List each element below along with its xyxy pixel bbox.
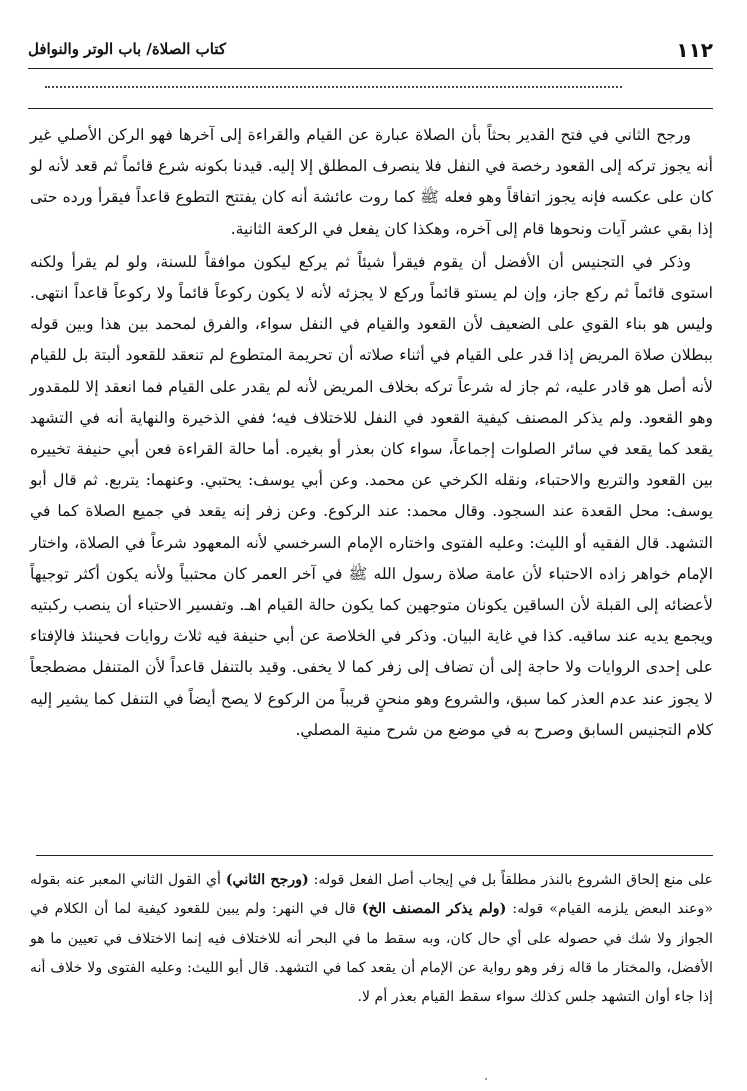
main-text: [30, 120, 713, 748]
footnote-heading-1: (ورجح الثاني): [225, 872, 309, 888]
paragraph-2: وذكر في التجنيس أن الأفضل أن يقوم فيقرأ شيئاً ثم يركع ليكون موافقاً للسنة، ولو لم يقرأ ولكنه استوى قائماً ثم ركع جاز، وإن لم يستو قائماً وركع لا يجزئه لأنه لا يكون ركوعاً قائماً ولا ركوعاً قاعداً انتهى. وليس هو بناء القوي على الضعيف لأن القعود والقيام في النفل سواء، والفرق لمحمد بين هذا وبين قوله ببطلان صلاة المريض إذا قدر على القيام في أثناء صلاته أن تحريمة المتطوع لم تنعقد للقعود ألبتة بل للقيام لأنه أصل هو قادر عليه، ثم جاز له شرعاً تركه بخلاف المريض لأنه لم يقدر على القيام فما انعقد إلا للمقدور وهو القعود. ولم يذكر المصنف كيفية القعود في النفل للاختلاف فيه؛ ففي الذخيرة والنهاية أنه في التشهد يقعد كما يقعد في سائر الصلوات إجماعاً، سواء كان بعذر أو بغيره. أما حالة القراءة فعن أبي حنيفة تخييره بين القعود والتربع والاحتباء، ونقله الكرخي عن محمد. وعن أبي يوسف: يحتبي. وعنهما: يتربع. ثم قال أبو يوسف: محل القعدة عند السجود. وقال محمد: عند الركوع. وعن زفر إنه يقعد في جميع الصلاة كما في التشهد. قال الفقيه أو الليث: وعليه الفتوى واختاره الإمام السرخسي لأنه المعهود شرعاً في الصلاة، واختار الإمام خواهر زاده الاحتباء لأن عامة صلاة رسول الله ﷺ في آخر العمر كان محتبياً ولأنه يكون أكثر توجيهاً لأعضائه إلى القبلة لأن الساقين يكونان متوجهين كما يكون حالة القيام اهـ. وتفسير الاحتباء أن ينصب ركبتيه ويجمع يديه عند ساقيه. كذا في غاية البيان. وذكر في الخلاصة عن أبي حنيفة فيه ثلاث روايات فحينئذ فالإفتاء على إحدى الروايات ولا حاجة إلى أن تضاف إلى زفر كما لا يخفى. وقيد بالتنفل قاعداً لأن المتنفل مضطجعاً لا يجوز عند عدم العذر كما سبق، والشروع وهو منحنٍ قريباً من الركوع لا يصح أيضاً في التنفل كما يشير إليه كلام التجنيس السابق وصرح به في موضع من شرح منية المصلي.: [30, 252, 713, 739]
dotted-separator: [45, 86, 622, 88]
top-rule: [28, 108, 713, 109]
footnote-text-2: قال في النهر: ولم يبين للقعود كيفية لما أن الكلام في الجواز ولا شك في حصوله على أي حال كان، وبه سقط ما في البحر أنه للاختلاف فيه إنما الاختلاف في تعيين ما هو الأفضل، والمختار ما قاله زفر وهو رواية عن الإمام أن يقعد كما في التشهد. قال أبو الليث: وعليه الفتوى ولا خلاف أنه إذا جاء أوان التشهد جلس كذلك سواء سقط القيام بعذر أم لا.: [30, 901, 713, 1006]
header-rule: [28, 68, 713, 69]
page-header: [28, 38, 713, 66]
running-title: كتاب الصلاة/ باب الوتر والنوافل: [28, 40, 227, 58]
print-speck: [485, 1078, 487, 1080]
footnote-text-1: أي القول الثاني المعبر عنه بقوله «وعند البعض يلزمه القيام» قوله:: [30, 872, 714, 918]
paragraph-1: ورجح الثاني في فتح القدير بحثاً بأن الصلاة عبارة عن القيام والقراءة إلى آخرها فهو الركن الأصلي غير أنه يجوز تركه إلى القعود رخصة في النفل فلا ينصرف المطلق إلا إليه. قيدنا بكونه شرع قائماً ثم قعد لأنه لو كان على عكسه فإنه يجوز اتفاقاً وهو فعله ﷺ كما روت عائشة أنه كان يفتتح التطوع قاعداً فيقرأ ورده حتى إذا بقي عشر آيات ونحوها قام إلى آخره، وهكذا كان يفعل في الركعة الثانية.: [30, 126, 713, 238]
page-number: ١١٢: [676, 38, 713, 62]
footnote-heading-2: (ولم يذكر المصنف الخ): [361, 901, 507, 918]
footnote-paragraph: [30, 866, 713, 1012]
footnotes: [30, 866, 713, 1012]
footnote-rule: [36, 855, 713, 856]
footnote-lead: على منع إلحاق الشروع بالنذر مطلقاً بل في إيجاب أصل الفعل قوله:: [313, 872, 714, 888]
